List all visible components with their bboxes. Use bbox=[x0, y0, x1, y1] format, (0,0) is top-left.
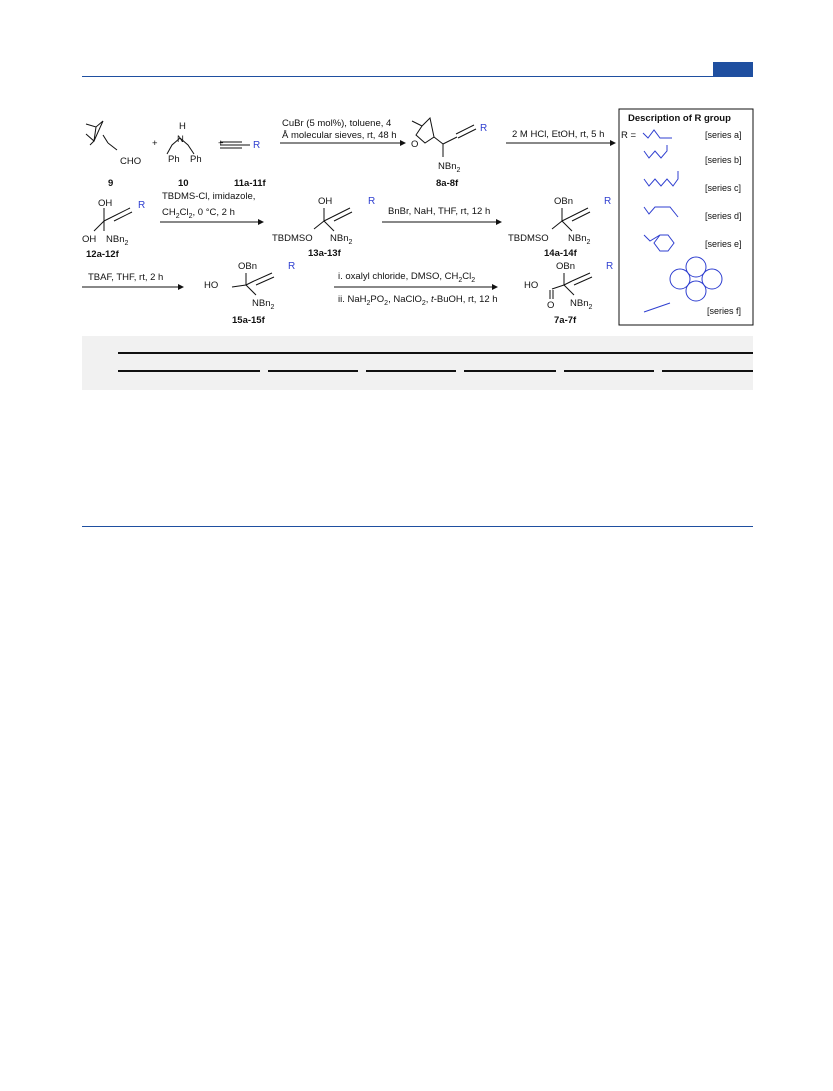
compound-12-oh-2: OH bbox=[82, 234, 97, 245]
header-tab bbox=[713, 62, 753, 76]
compound-7-r: R bbox=[606, 261, 614, 272]
compound-13-tbdmso: TBDMSO bbox=[272, 233, 313, 244]
r-group-series-c: [series c] bbox=[705, 183, 742, 193]
header-rule bbox=[82, 76, 753, 77]
scheme-bonds bbox=[86, 121, 250, 154]
compound-13-oh: OH bbox=[318, 196, 333, 207]
r-group-title: Description of R group bbox=[628, 113, 731, 124]
step1-conditions-line1: CuBr (5 mol%), toluene, 4 bbox=[282, 118, 392, 129]
compound-11-label: 11a-11f bbox=[234, 178, 266, 189]
compound-15-label: 15a-15f bbox=[232, 315, 265, 326]
compound-8-o: O bbox=[411, 139, 419, 150]
step6-conditions-line2: ii. $NaH_2PO_2$, NaClO$_2$, t-BuOH, rt, 12 h bbox=[338, 294, 498, 307]
compound-14-label: 14a-14f bbox=[544, 248, 577, 259]
plus-sign-1: + bbox=[152, 138, 158, 149]
compound-10-label: 10 bbox=[178, 178, 189, 189]
r-group-series-e: [series e] bbox=[705, 239, 742, 249]
compound-10-h: H bbox=[179, 121, 186, 132]
compound-10-ph-right: Ph bbox=[190, 154, 202, 165]
compound-8-bonds bbox=[412, 118, 476, 157]
step2-arrow bbox=[506, 140, 616, 146]
compound-13-label: 13a-13f bbox=[308, 248, 341, 259]
compound-7-o: O bbox=[547, 300, 555, 311]
compound-12-oh: OH bbox=[98, 198, 113, 209]
step1-conditions-line2: Å molecular sieves, rt, 48 h bbox=[282, 130, 397, 141]
step4-conditions: BnBr, NaH, THF, rt, 12 h bbox=[388, 206, 491, 217]
compound-14-bonds bbox=[552, 208, 590, 231]
compound-12-nbn2: NBn$_2$ bbox=[106, 234, 129, 247]
compound-13-nbn2: NBn$_2$ bbox=[330, 233, 353, 246]
r-group-equals: R = bbox=[621, 130, 637, 141]
compound-8-label: 8a-8f bbox=[436, 178, 459, 189]
step5-arrow bbox=[82, 284, 184, 290]
compound-14-nbn2: NBn$_2$ bbox=[568, 233, 591, 246]
compound-7-obn: OBn bbox=[556, 261, 576, 272]
plus-sign-2: + bbox=[218, 138, 224, 149]
compound-12-bonds bbox=[94, 208, 132, 231]
step4-arrow bbox=[382, 219, 502, 225]
compound-12-r: R bbox=[138, 200, 146, 211]
r-group-series-f: [series f] bbox=[707, 306, 742, 316]
compound-8-nbn2: NBn$_2$ bbox=[438, 161, 461, 174]
compound-15-obn: OBn bbox=[238, 261, 258, 272]
compound-8-r: R bbox=[480, 123, 488, 134]
synthesis-scheme bbox=[82, 107, 754, 327]
compound-15-r: R bbox=[288, 261, 296, 272]
compound-10-ph-left: Ph bbox=[168, 154, 180, 165]
compound-13-r: R bbox=[368, 196, 376, 207]
compound-7-bonds bbox=[550, 273, 592, 299]
r-group-series-b: [series b] bbox=[705, 155, 742, 165]
compound-15-bonds bbox=[232, 273, 274, 295]
compound-14-obn: OBn bbox=[554, 196, 574, 207]
step6-arrow bbox=[334, 284, 498, 290]
compound-12-label: 12a-12f bbox=[86, 249, 119, 260]
step6-conditions-line1: i. oxalyl chloride, DMSO, $CH_2Cl_2$ bbox=[338, 271, 476, 284]
compound-7-label: 7a-7f bbox=[554, 315, 577, 326]
compound-10-n: N bbox=[177, 134, 184, 145]
table-header-band bbox=[82, 336, 753, 390]
compound-9-label: 9 bbox=[108, 178, 114, 189]
step3-conditions-line2: $CH_2Cl_2$, 0 °C, 2 h bbox=[162, 207, 235, 220]
compound-11-r: R bbox=[253, 140, 261, 151]
compound-9-cho: CHO bbox=[120, 156, 142, 167]
r-group-series-a: [series a] bbox=[705, 130, 742, 140]
compound-7-nbn2: NBn$_2$ bbox=[570, 298, 593, 311]
step3-conditions-line1: TBDMS-Cl, imidazole, bbox=[162, 191, 256, 202]
compound-15-nbn2: NBn$_2$ bbox=[252, 298, 275, 311]
footer-rule bbox=[82, 526, 753, 527]
compound-14-r: R bbox=[604, 196, 612, 207]
compound-13-bonds bbox=[314, 208, 352, 231]
r-group-series-d: [series d] bbox=[705, 211, 742, 221]
compound-15-ho: HO bbox=[204, 280, 219, 291]
step2-conditions: 2 M HCl, EtOH, rt, 5 h bbox=[512, 129, 605, 140]
compound-7-ho: HO bbox=[524, 280, 539, 291]
step5-conditions: TBAF, THF, rt, 2 h bbox=[88, 272, 164, 283]
compound-14-tbdmso: TBDMSO bbox=[508, 233, 549, 244]
